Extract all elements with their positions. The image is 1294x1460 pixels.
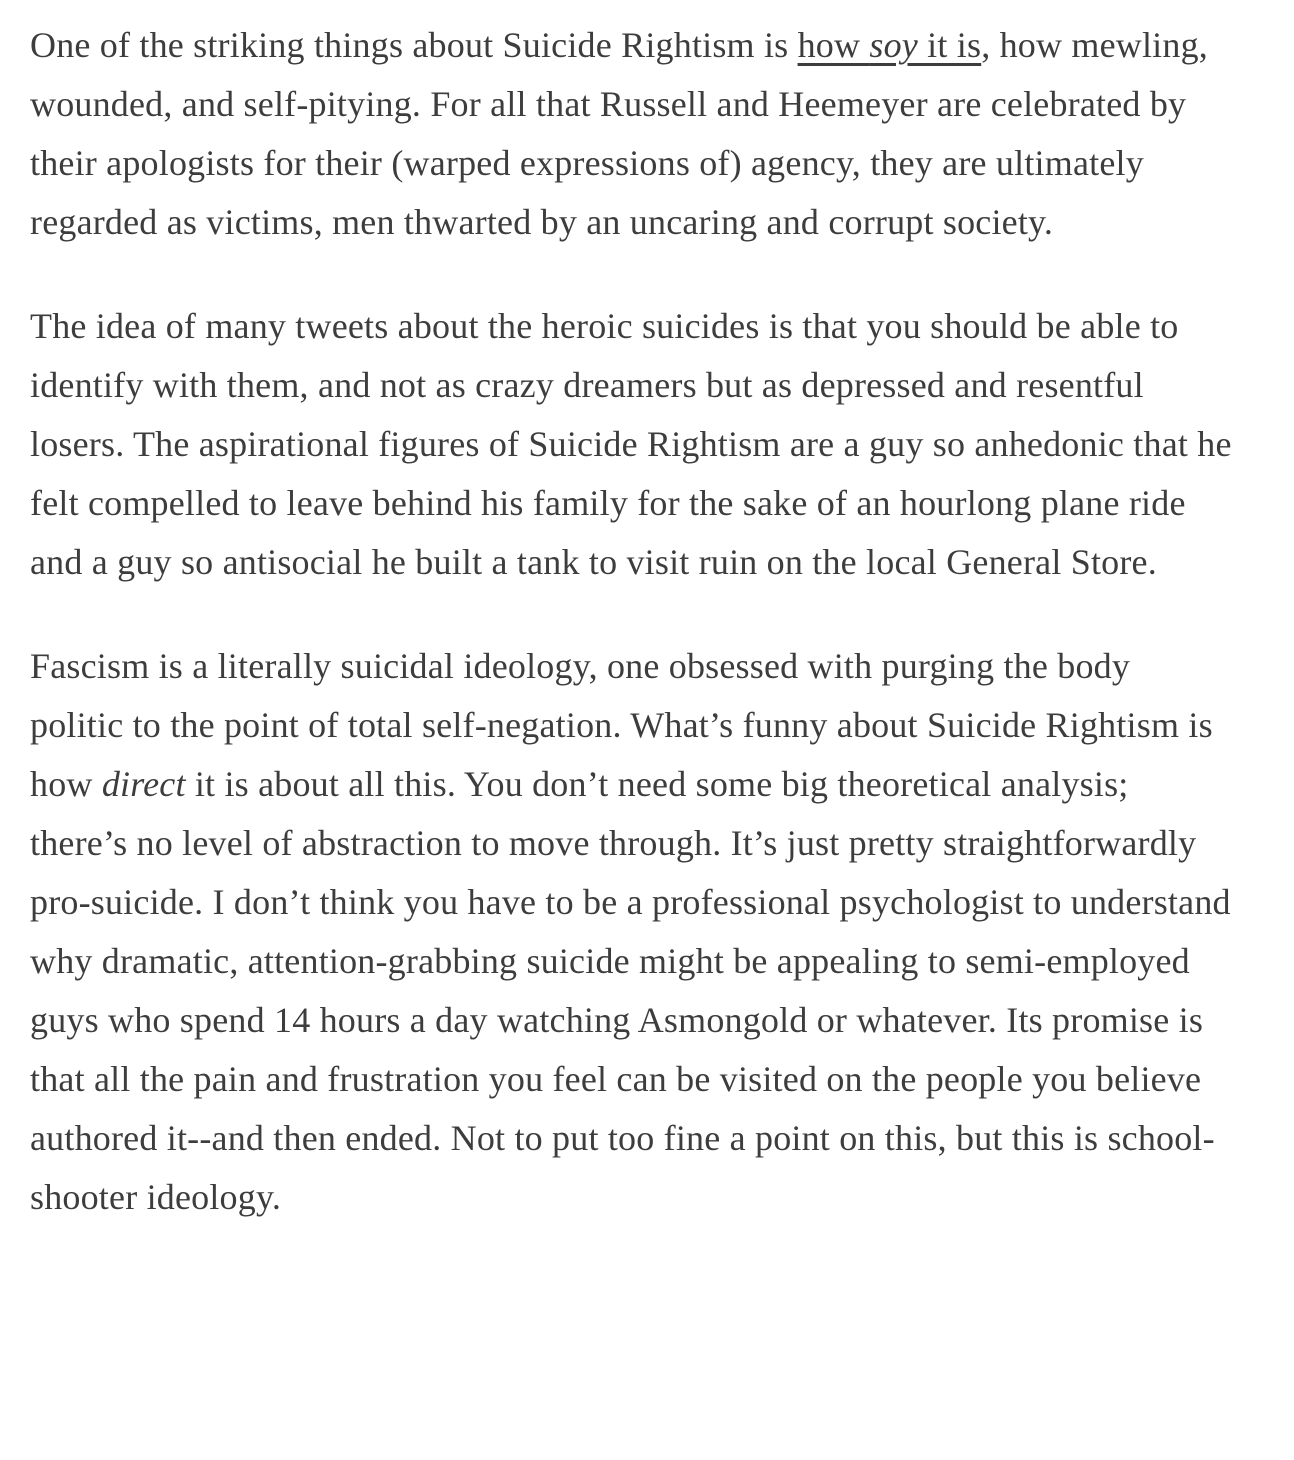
- paragraph-3: Fascism is a literally suicidal ideology, one obsessed with purging the body politic to the point of total self-negation. What’s funny about Suicide Rightism is how direct it is about all this. You don’t need some big theoretical analysis; there’s no level of abstraction to move through. It’s just pretty straightforwardly pro-suicide. I don’t think you have to be a professional psychologist to understand why dramatic, attention-grabbing suicide might be appealing to semi-employed guys who spend 14 hours a day watching Asmongold or whatever. Its promise is that all the pain and frustration you feel can be visited on the people you believe authored it--and then ended. Not to put too fine a point on this, but this is school-shooter ideology.: [30, 646, 1231, 1217]
- paragraph-2: The idea of many tweets about the heroic suicides is that you should be able to identify with them, and not as crazy dreamers but as depressed and resentful losers. The aspirational figures of Suicide Rightism are a guy so anhedonic that he felt compelled to leave behind his family for the sake of an hourlong plane ride and a guy so antisocial he built a tank to visit ruin on the local General Store.: [30, 306, 1232, 582]
- paragraph-1: One of the striking things about Suicide Rightism is how soy it is, how mewling, wounded, and self-pitying. For all that Russell and Heemeyer are celebrated by their apologists for their (warped expressions of) agency, they are ultimately regarded as victims, men thwarted by an uncaring and corrupt society.: [30, 25, 1208, 242]
- italic-text: soy: [869, 25, 918, 65]
- italic-text: direct: [101, 764, 186, 804]
- inline-link[interactable]: how soy it is: [797, 25, 982, 65]
